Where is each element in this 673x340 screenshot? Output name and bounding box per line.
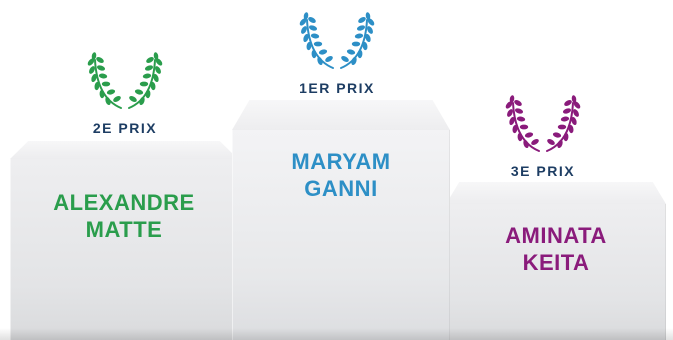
prize-label-second: 2E PRIX — [92, 120, 158, 136]
winner-name-line: AMINATA — [505, 223, 607, 248]
winner-name-line: KEITA — [522, 250, 590, 275]
winner-name-third — [446, 222, 666, 276]
podium-block-top — [446, 182, 666, 204]
winner-name-second — [10, 189, 238, 243]
laurel-wreath-icon — [499, 93, 587, 157]
prize-label-third: 3E PRIX — [510, 163, 576, 179]
floor-shadow — [0, 328, 673, 340]
winner-name-line: MARYAM — [291, 149, 391, 174]
winner-name-line: ALEXANDRE — [53, 190, 195, 215]
podium-block-front — [10, 159, 238, 340]
podium-block-first — [232, 100, 450, 340]
winner-name-line: MATTE — [85, 217, 163, 242]
prize-label-first: 1ER PRIX — [299, 80, 375, 96]
laurel-wreath-icon — [81, 50, 169, 114]
winner-name-line: GANNI — [304, 176, 378, 201]
laurel-wreath-icon — [293, 10, 381, 74]
podium-block-top — [10, 141, 238, 159]
winner-name-first — [232, 148, 450, 202]
podium-block-top — [232, 100, 450, 130]
